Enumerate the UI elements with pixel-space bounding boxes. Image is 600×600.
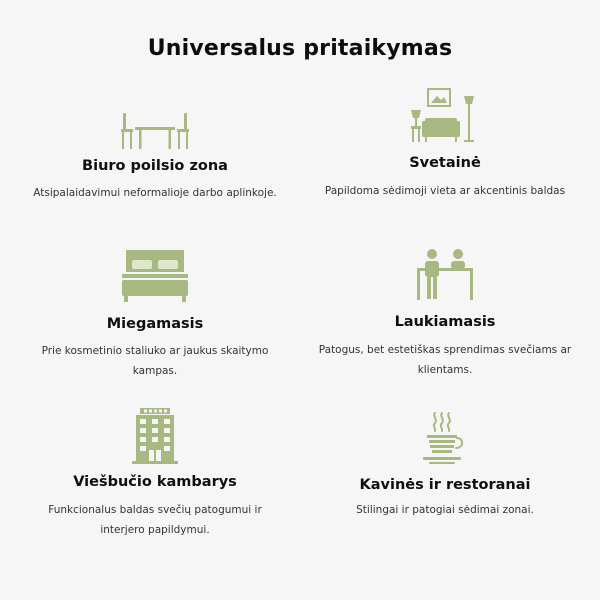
reception-icon: [417, 248, 473, 302]
card-title: Svetainė: [409, 155, 481, 171]
card-description: Patogus, bet estetiškas sprendimas svečiams ar klientams.: [318, 344, 572, 376]
card-living-room: [295, 88, 595, 208]
card-description: Prie kosmetinio staliuko ar jaukus skaitymo kampas.: [41, 345, 269, 377]
card-title: Viešbučio kambarys: [73, 474, 237, 490]
hotel-icon: [132, 408, 178, 464]
card-cafe-restaurant: [295, 410, 595, 530]
page-title: Universalus pritaikymas: [147, 36, 453, 61]
card-description: Funkcionalus baldas svečių patogumui ir interjero papildymui.: [48, 504, 262, 536]
card-description: Stilingai ir patogiai sėdimai zonai.: [356, 504, 534, 516]
bed-icon: [122, 250, 188, 304]
card-description: Atsipalaidavimui neformalioje darbo aplinkoje.: [33, 187, 277, 199]
table-chairs-icon: [119, 111, 191, 151]
card-office-lounge: [5, 105, 305, 215]
card-waiting-room: [295, 248, 595, 378]
card-bedroom: [5, 250, 305, 380]
card-title: Kavinės ir restoranai: [359, 477, 531, 493]
card-description: Papildoma sėdimoji vieta ar akcentinis baldas: [324, 185, 566, 197]
card-title: Miegamasis: [106, 316, 204, 332]
coffee-cup-icon: [423, 410, 467, 466]
card-title: Biuro poilsio zona: [82, 158, 228, 174]
card-title: Laukiamasis: [394, 314, 496, 330]
card-hotel-room: [5, 408, 305, 543]
living-room-icon: [409, 88, 481, 144]
